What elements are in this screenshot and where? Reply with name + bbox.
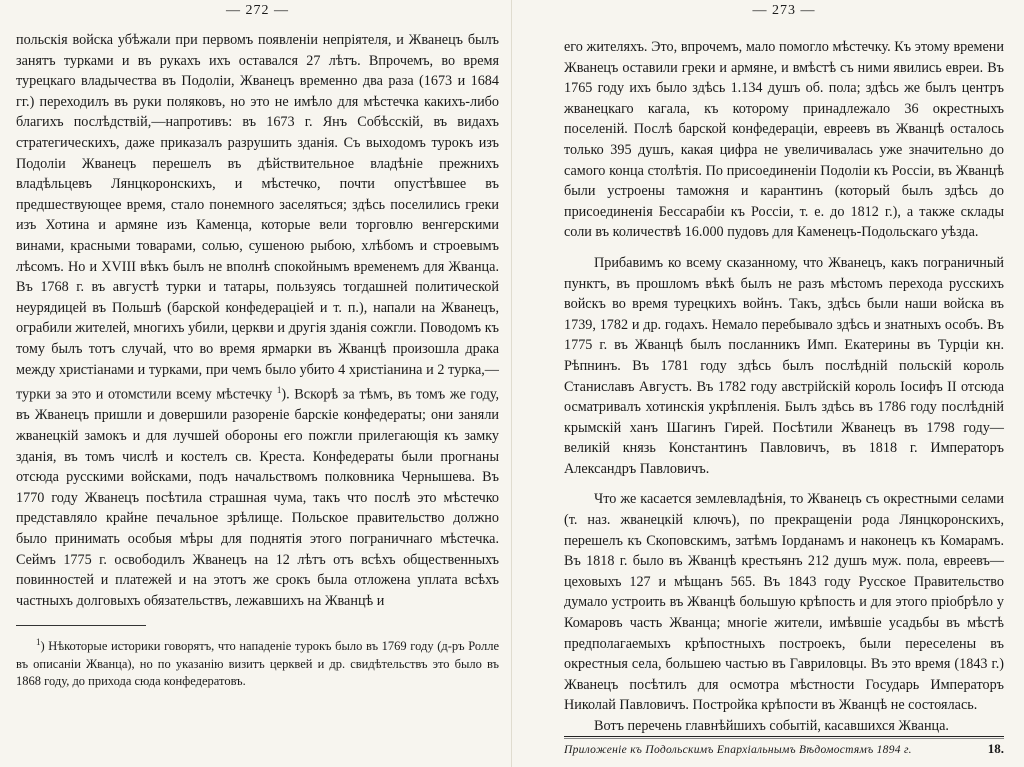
right-page [512, 0, 1024, 767]
paragraph [16, 30, 499, 611]
page-footer [564, 736, 1004, 757]
paragraph: его жителяхъ. Это, впрочемъ, мало помогло мѣстечку. Къ этому времени Жванецъ оставили греки и армяне, и вмѣстѣ съ ними явились евреи. Въ 1765 году ихъ было здѣсь 1.134 душъ об. пола; здѣсь же былъ центръ жванецкаго кагала, къ которому принадлежало 36 окрестныхъ поселеній. Послѣ барской конфедераціи, евреевъ въ Жванцѣ осталось только 395 душъ, какая цифра не увеличивалась уже значительно до самого конца столѣтія. По присоединеніи Подоліи къ Россіи, въ Жванцѣ были устроены таможня и карантинъ (который былъ здѣсь до присоединенія Бессарабіи къ Россіи, т. е. до 1812 г.), а также склады соли въ количествѣ 16.000 пудовъ для Каменецъ-Подольскаго уѣзда. [564, 39, 1004, 241]
footnote-ref: 1 [276, 385, 282, 396]
footnote-text: Нѣкоторые историки говорятъ, что нападеніе турокъ было въ 1769 году (д-ръ Ролле въ описаніи Жванца), но по указанію визитъ церквей и др. свидѣтельствъ это было въ 1868 году, до прихода сюда конфедератовъ. [16, 639, 499, 688]
footnote: $^1$) Нѣкоторые историки говорятъ, что нападеніе турокъ было въ 1769 году (д-ръ Ролле въ описаніи Жванца), но по указанію визитъ церквей и др. свидѣтельствъ это было въ 1868 году, до прихода сюда конфедератовъ. [16, 637, 499, 688]
sheet-number: 18. [987, 741, 1004, 756]
footnote-divider [16, 625, 146, 626]
paragraph: Вотъ перечень главнѣйшихъ событій, касавшихся Жванца. [594, 718, 949, 734]
page-number: — 273 — [752, 3, 816, 18]
journal-title: Приложеніе къ Подольскимъ Епархіальнымъ Вѣдомостямъ 1894 г. [564, 744, 912, 756]
paragraph: Что же касается землевладѣнія, то Жванецъ съ окрестными селами (т. наз. жванецкій ключъ), по прекращеніи рода Лянцкоронскихъ, перешелъ къ Скоповскимъ, затѣмъ Іорданамъ и наконецъ къ Комарамъ. Въ 1818 г. было въ Жванцѣ крестьянъ 212 душъ муж. пола, евреевъ— цеховыхъ 127 и мѣщанъ 565. Въ 1843 году Русское Правительство думало устроить въ Жванцѣ большую крѣпость и для этого пріобрѣло у Комаровъ часть Жванца; многіе жители, имѣвшіе усадьбы въ мѣстѣ предполагаемыхъ крѣпостныхъ построекъ, были переселены въ окрестныя села, большею частью въ Гавриловцы. Въ это время (1843 г.) Жванецъ посѣтилъ для осмотра мѣстности Государь Императоръ Николай Павловичъ. Постройка крѣпости въ Жванцѣ не состоялась. [564, 491, 1004, 714]
body-text [564, 37, 1004, 737]
paragraph: Прибавимъ ко всему сказанному, что Жванецъ, какъ пограничный пунктъ, въ прошломъ вѣкѣ былъ не разъ мѣстомъ перехода русскихъ войскъ во время турецкихъ войнъ. Такъ, здѣсь были наши войска въ 1739, 1782 и др. годахъ. Немало перебывало здѣсь и знатныхъ особъ. Въ 1775 г. въ Жванцѣ былъ посланникъ Имп. Екатерины въ Турціи кн. Рѣпнинъ. Въ 1781 году здѣсь былъ послѣдній польскій король Станиславъ Августъ. Въ 1782 году австрійскій король Іосифъ II отсюда осматривалъ хотинскія укрѣпленія. Былъ здѣсь въ 1786 году послѣдній крымскій ханъ Шагинъ Гирей. Посѣтили Жванецъ въ 1798 году— великій князь Константинъ Павловичъ, въ 1818 г. Императоръ Александръ Павловичъ. [564, 254, 1004, 477]
footnote-marker: 1 [36, 637, 41, 648]
body-text [16, 30, 499, 611]
page-number: — 272 — [226, 3, 289, 18]
paragraph-text: польскія войска убѣжали при первомъ появленіи непріятеля, и Жванецъ былъ занятъ турками и въ рукахъ ихъ оставался 27 лѣтъ. Впрочемъ, во время турецкаго владычества въ Подоліи, Жванецъ временно два раза (1673 и 1684 гг.) переходилъ въ руки поляковъ, но это не имѣло для мѣстечка какихъ-либо благихъ послѣдствій,—напротивъ: въ 1673 г. Янъ Собѣсскій, въ видахъ стратегическихъ, даже приказалъ разрушить зданія. Съ выходомъ турокъ изъ Подоліи Жванецъ перешелъ въ дѣйствительное владѣніе прежнихъ владѣльцевъ Лянцкоронскихъ, и мѣстечко, почти опустѣвшее въ предшествующее время, стало понемного заселяться; здѣсь поселились греки изъ Хотина и армяне изъ Каменца, которые вели торговлю венгерскими винами, красными товарами, солью, сушеною рыбою, хлѣбомъ и строевымъ лѣсомъ. Но и XVIII вѣкъ былъ не вполнѣ спокойнымъ временемъ для Жванца. Въ 1768 г. въ августѣ турки и татары, пользуясь тогдашней политической неурядицей въ Польшѣ (барской конфедераціей и т. п.), напали на Жванецъ, ограбили жителей, многихъ убили, церкви и другія зданія сожгли. Поводомъ къ тому былъ тотъ случай, что во время ярмарки въ Жванцѣ произошла драка между христіанами и турками, при чемъ было убито 4 христіанина и 2 турка,—турки за это и отомстили всему мѣстечку [16, 32, 499, 403]
paragraph-text: ). Вскорѣ за тѣмъ, въ томъ же году, въ Жванецъ пришли и довершили разореніе барскіе конфедераты; они заняли жванецкій замокъ и для лучшей обороны его пожгли прилегающія къ замку зданія, въ томъ числѣ и костелъ св. Креста. Конфедераты были прогнаны отсюда русскими войсками, подъ начальствомъ полковника Чернышева. Въ 1770 году Жванецъ посѣтила страшная чума, такъ что послѣ это мѣстечко представляло крайне печальное зрѣлище. Польское правительство должно было принимать особыя мѣры для поднятія этого пограничнаго мѣстечка. Сеймъ 1775 г. освободилъ Жванецъ на 12 лѣтъ отъ всѣхъ общественныхъ повинностей и платежей и на этотъ же срокъ была отложена уплата всѣхъ частныхъ долговыхъ обязательствъ, лежавшихъ на Жванцѣ и [16, 386, 500, 609]
